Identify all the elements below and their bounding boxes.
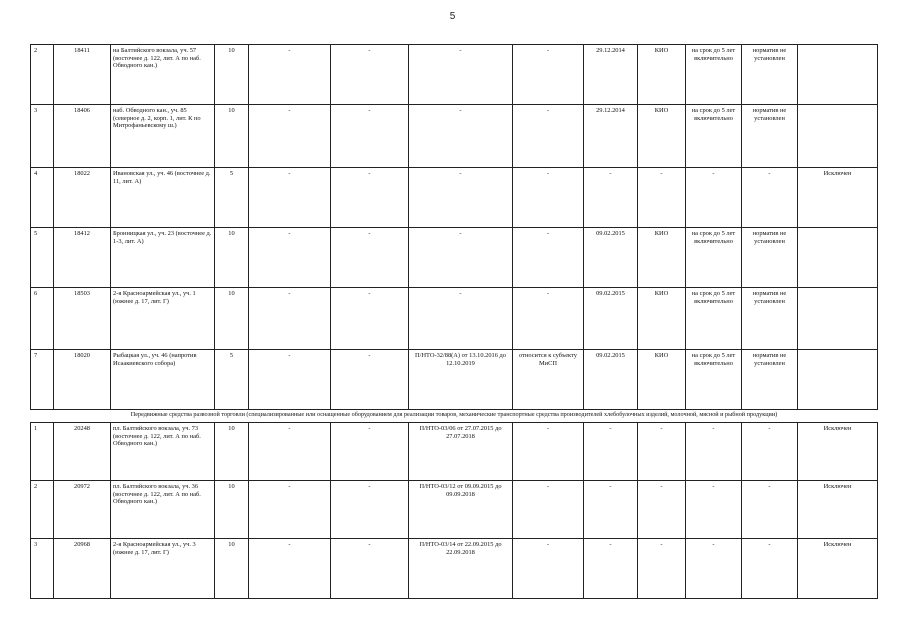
contract: - — [409, 228, 513, 288]
term: на срок до 5 лет включительно — [686, 350, 742, 410]
area: 5 — [215, 168, 249, 228]
section-title: Передвижные средства развозной торговли (специализированные или оснащенные оборудованием для реализации товаров, механические транспортные средства производителей хлебобулочных изделий, молочной, мясной и рыбной продукции) — [31, 410, 878, 423]
address: пл. Балтийского вокзала, уч. 36 (восточнее д. 122, лит. А по наб. Обводного кан.) — [111, 481, 215, 539]
table-row — [31, 45, 878, 105]
organization: КИО — [638, 288, 686, 350]
row-number: 5 — [31, 228, 54, 288]
organization: - — [638, 539, 686, 599]
status — [798, 105, 878, 168]
status — [798, 45, 878, 105]
date: 29.12.2014 — [584, 105, 638, 168]
subject: - — [513, 45, 584, 105]
address: пл. Балтийского вокзала, уч. 73 (восточнее д. 122, лит. А по наб. Обводного кан.) — [111, 423, 215, 481]
organization: - — [638, 481, 686, 539]
status — [798, 350, 878, 410]
table-row — [31, 288, 878, 350]
norm: норматив не установлен — [742, 288, 798, 350]
status: Исключен — [798, 539, 878, 599]
date: - — [584, 423, 638, 481]
cell: - — [331, 350, 409, 410]
contract: П/НТО-32/88(А) от 13.10.2016 до 12.10.2019 — [409, 350, 513, 410]
norm: - — [742, 423, 798, 481]
contract: П/НТО-03/06 от 27.07.2015 до 27.07.2018 — [409, 423, 513, 481]
table-row — [31, 228, 878, 288]
date: - — [584, 168, 638, 228]
norm: - — [742, 539, 798, 599]
term: на срок до 5 лет включительно — [686, 45, 742, 105]
area: 10 — [215, 228, 249, 288]
norm: - — [742, 481, 798, 539]
term: на срок до 5 лет включительно — [686, 288, 742, 350]
area: 10 — [215, 288, 249, 350]
norm: норматив не установлен — [742, 350, 798, 410]
object-id: 18406 — [54, 105, 111, 168]
row-number: 3 — [31, 539, 54, 599]
cell: - — [331, 481, 409, 539]
table-row — [31, 539, 878, 599]
cell: - — [249, 45, 331, 105]
status — [798, 228, 878, 288]
status — [798, 288, 878, 350]
area: 10 — [215, 45, 249, 105]
date: 09.02.2015 — [584, 288, 638, 350]
contract: - — [409, 45, 513, 105]
address: на Балтийского вокзала, уч. 57 (восточнее д. 122, лит. А по наб. Обводного кан.) — [111, 45, 215, 105]
norm: норматив не установлен — [742, 105, 798, 168]
subject: - — [513, 288, 584, 350]
object-id: 20972 — [54, 481, 111, 539]
subject: - — [513, 228, 584, 288]
cell: - — [249, 105, 331, 168]
row-number: 4 — [31, 168, 54, 228]
status: Исключен — [798, 168, 878, 228]
cell: - — [331, 423, 409, 481]
object-id: 18503 — [54, 288, 111, 350]
cell: - — [331, 539, 409, 599]
row-number: 2 — [31, 45, 54, 105]
object-id: 20968 — [54, 539, 111, 599]
subject: - — [513, 105, 584, 168]
table-row — [31, 168, 878, 228]
term: на срок до 5 лет включительно — [686, 105, 742, 168]
row-number: 1 — [31, 423, 54, 481]
cell: - — [249, 288, 331, 350]
subject: - — [513, 168, 584, 228]
table-row — [31, 481, 878, 539]
area: 10 — [215, 481, 249, 539]
page-number: 5 — [449, 11, 456, 22]
object-id: 18411 — [54, 45, 111, 105]
status: Исключен — [798, 481, 878, 539]
address: наб. Обводного кан., уч. 85 (северное д. 2, корп. 1, лит. К по Митрофаньевскому ш.) — [111, 105, 215, 168]
organization: - — [638, 168, 686, 228]
section-header-row — [31, 410, 878, 423]
row-number: 3 — [31, 105, 54, 168]
organization: КИО — [638, 45, 686, 105]
cell: - — [249, 539, 331, 599]
table-row — [31, 350, 878, 410]
row-number: 7 — [31, 350, 54, 410]
term: на срок до 5 лет включительно — [686, 228, 742, 288]
date: 09.02.2015 — [584, 228, 638, 288]
area: 10 — [215, 423, 249, 481]
object-id: 18022 — [54, 168, 111, 228]
cell: - — [331, 288, 409, 350]
table-row — [31, 105, 878, 168]
table-row — [31, 423, 878, 481]
registry-table — [30, 44, 878, 599]
contract: П/НТО-03/12 от 09.09.2015 до 09.09.2018 — [409, 481, 513, 539]
term: - — [686, 168, 742, 228]
cell: - — [249, 228, 331, 288]
subject: - — [513, 481, 584, 539]
date: 29.12.2014 — [584, 45, 638, 105]
address: Ивановская ул., уч. 46 (восточнее д. 11, лит. А) — [111, 168, 215, 228]
contract: - — [409, 288, 513, 350]
contract: - — [409, 105, 513, 168]
contract: - — [409, 168, 513, 228]
cell: - — [331, 105, 409, 168]
norm: норматив не установлен — [742, 228, 798, 288]
date: 09.02.2015 — [584, 350, 638, 410]
organization: КИО — [638, 105, 686, 168]
cell: - — [249, 423, 331, 481]
organization: КИО — [638, 350, 686, 410]
area: 10 — [215, 105, 249, 168]
subject: относится к субъекту МиСП — [513, 350, 584, 410]
date: - — [584, 481, 638, 539]
organization: - — [638, 423, 686, 481]
norm: норматив не установлен — [742, 45, 798, 105]
address: 2-я Красноармейская ул., уч. 3 (южнее д. 17, лит. Г) — [111, 539, 215, 599]
area: 10 — [215, 539, 249, 599]
row-number: 2 — [31, 481, 54, 539]
cell: - — [331, 168, 409, 228]
row-number: 6 — [31, 288, 54, 350]
cell: - — [331, 228, 409, 288]
address: 2-я Красноармейская ул., уч. 1 (южнее д. 17, лит. Г) — [111, 288, 215, 350]
term: - — [686, 481, 742, 539]
term: - — [686, 539, 742, 599]
contract: П/НТО-03/14 от 22.09.2015 до 22.09.2018 — [409, 539, 513, 599]
object-id: 20248 — [54, 423, 111, 481]
address: Рыбацкая ул., уч. 46 (напротив Исаакиевского собора) — [111, 350, 215, 410]
cell: - — [249, 350, 331, 410]
cell: - — [331, 45, 409, 105]
area: 5 — [215, 350, 249, 410]
term: - — [686, 423, 742, 481]
norm: - — [742, 168, 798, 228]
cell: - — [249, 481, 331, 539]
subject: - — [513, 539, 584, 599]
status: Исключен — [798, 423, 878, 481]
object-id: 18020 — [54, 350, 111, 410]
subject: - — [513, 423, 584, 481]
date: - — [584, 539, 638, 599]
object-id: 18412 — [54, 228, 111, 288]
organization: КИО — [638, 228, 686, 288]
cell: - — [249, 168, 331, 228]
address: Бронницкая ул., уч. 23 (восточнее д. 1-3, лит. А) — [111, 228, 215, 288]
